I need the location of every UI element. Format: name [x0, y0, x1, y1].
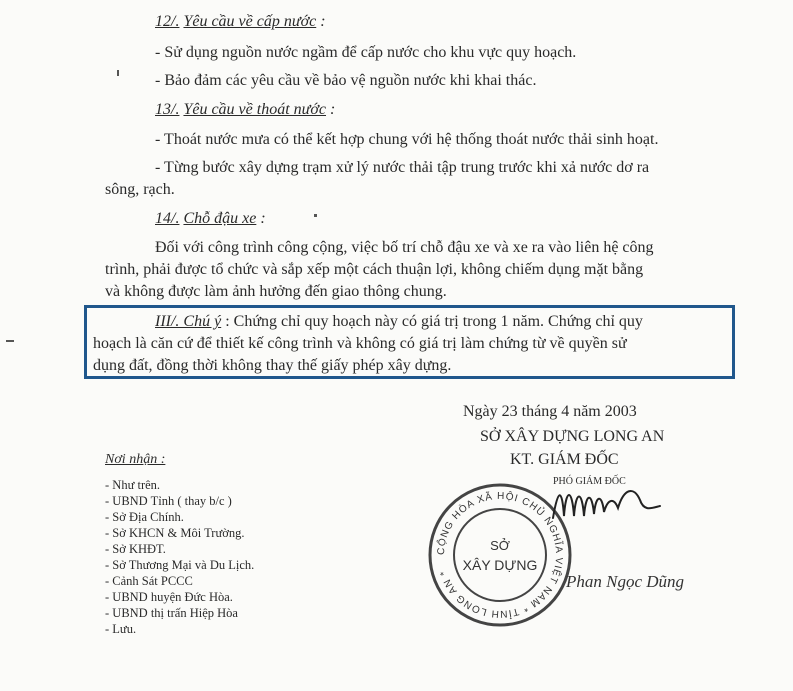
note-text-1: : Chứng chỉ quy hoạch này có giá trị trong 1 năm. Chứng chỉ quy [225, 313, 643, 330]
section-12-colon: : [320, 13, 326, 30]
recipient-item: - Sở KHCN & Môi Trường. [105, 526, 245, 540]
section-12-bullet-2: - Bảo đảm các yêu cầu về bảo vệ nguồn nước khi khai thác. [155, 72, 537, 89]
section-14-line-3: và không được làm ảnh hưởng đến giao thông chung. [105, 283, 447, 300]
signer-name: Phan Ngọc Dũng [566, 572, 685, 591]
note-line-1 [155, 312, 643, 332]
section-13-title: Yêu cầu về thoát nước [183, 101, 327, 118]
issuing-org: SỞ XÂY DỰNG LONG AN [480, 428, 665, 445]
recipient-item: - Như trên. [105, 478, 161, 492]
section-13-bullet-1: - Thoát nước mưa có thể kết hợp chung với hệ thống thoát nước thải sinh hoạt. [155, 131, 659, 148]
recipient-item: - Lưu. [105, 622, 137, 636]
recipient-item: - Sở Thương Mại và Du Lịch. [105, 558, 255, 572]
section-12-title: Yêu cầu về cấp nước [183, 13, 317, 30]
section-13-heading [155, 100, 335, 120]
scan-speck [314, 214, 317, 217]
note-line-3: dụng đất, đồng thời không thay thế giấy phép xây dựng. [93, 357, 452, 374]
recipient-item: - UBND Tỉnh ( thay b/c ) [105, 494, 232, 508]
note-label: III/. Chú ý [155, 313, 222, 330]
section-14-line-2: trình, phải được tổ chức và sắp xếp một cách thuận lợi, không chiếm dụng mặt bằng [105, 261, 644, 278]
section-13-bullet-2-cont: sông, rạch. [105, 181, 175, 198]
section-12-number: 12/. [155, 13, 180, 30]
recipient-item: - Sở KHĐT. [105, 542, 166, 556]
seal-center-top: SỞ [490, 538, 510, 553]
recipient-item: - Sở Địa Chính. [105, 510, 184, 524]
section-12-bullet-1: - Sử dụng nguồn nước ngầm để cấp nước cho khu vực quy hoạch. [155, 44, 577, 61]
recipient-item: - UBND thị trấn Hiệp Hòa [105, 606, 238, 620]
section-14-number: 14/. [155, 210, 180, 227]
recipient-item: - UBND huyện Đức Hòa. [105, 590, 233, 604]
seal-ring-text: CỘNG HÒA XÃ HỘI CHỦ NGHĨA VIỆT NAM * TỈNH LONG AN * [435, 490, 565, 620]
section-13-number: 13/. [155, 101, 180, 118]
section-13-bullet-2: - Từng bước xây dựng trạm xử lý nước thải tập trung trước khi xả nước dơ ra [155, 159, 650, 176]
section-14-title: Chỗ đậu xe [183, 210, 257, 227]
section-14-colon: : [260, 210, 266, 227]
seal-center-bottom: XÂY DỰNG [462, 557, 538, 573]
signer-role: KT. GIÁM ĐỐC [510, 451, 619, 468]
scan-speck [117, 70, 119, 76]
section-12-heading [155, 12, 326, 32]
vice-role-stamp: PHÓ GIÁM ĐỐC [553, 476, 626, 487]
recipients-title: Nơi nhận : [105, 452, 166, 467]
scan-speck [6, 340, 14, 342]
handwritten-signature [548, 478, 668, 528]
recipient-item: - Cảnh Sát PCCC [105, 574, 193, 588]
section-14-line-1: Đối với công trình công cộng, việc bố trí chỗ đậu xe và xe ra vào liên hệ công [155, 239, 654, 256]
note-line-2: hoạch là căn cứ để thiết kế công trình và không có giá trị làm chứng từ về quyền sử [93, 335, 627, 352]
issue-date: Ngày 23 tháng 4 năm 2003 [463, 403, 637, 420]
section-14-heading [155, 209, 266, 229]
section-13-colon: : [330, 101, 336, 118]
